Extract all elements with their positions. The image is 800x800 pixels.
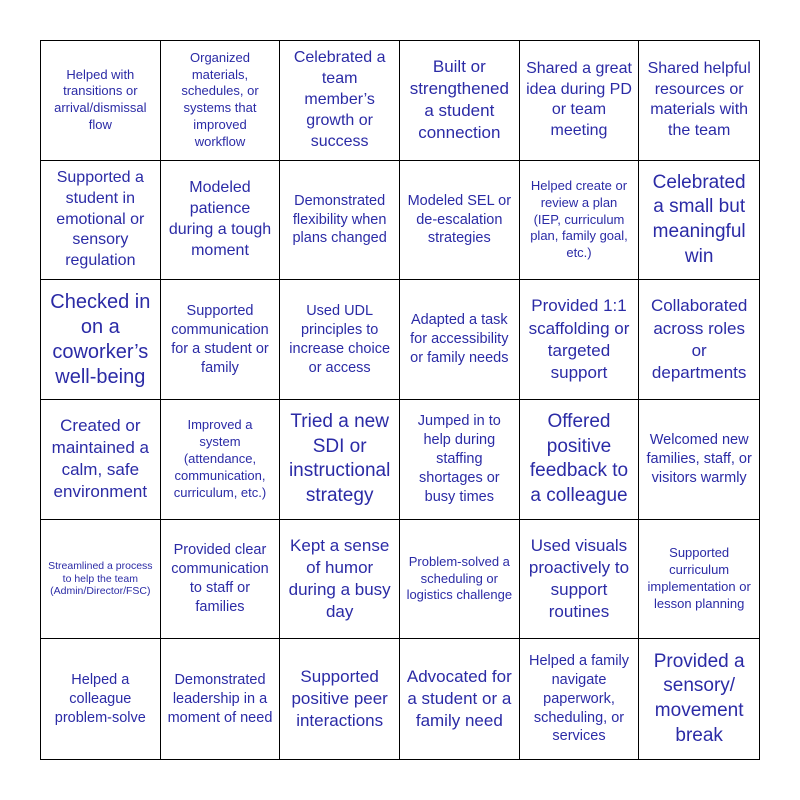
cell-text: Celebrated a small but meaningful win <box>652 171 746 267</box>
cell-text: Modeled patience during a tough moment <box>168 179 272 259</box>
cell-text: Supported curriculum implementation or lesson planning <box>647 545 751 611</box>
bingo-cell[interactable] <box>280 400 400 520</box>
cell-text: Helped create or review a plan (IEP, curriculum plan, family goal, etc.) <box>530 177 628 261</box>
bingo-cell[interactable] <box>639 280 759 400</box>
bingo-cell[interactable] <box>161 161 281 281</box>
bingo-cell[interactable] <box>161 41 281 161</box>
cell-text: Built or strengthened a student connection <box>409 57 509 143</box>
cell-text: Supported a student in emotional or sensory regulation <box>56 169 145 270</box>
bingo-cell[interactable] <box>639 161 759 281</box>
cell-text: Provided clear communication to staff or families <box>171 542 269 615</box>
bingo-cell[interactable] <box>520 639 640 759</box>
bingo-cell[interactable] <box>400 400 520 520</box>
bingo-cell[interactable] <box>280 520 400 640</box>
cell-text: Streamlined a process to help the team (Admin/Director/FSC) <box>48 559 153 598</box>
cell-text: Created or maintained a calm, safe environment <box>51 416 149 502</box>
cell-text: Used visuals proactively to support routines <box>528 535 630 622</box>
cell-text: Supported communication for a student or family <box>171 302 269 376</box>
bingo-cell[interactable] <box>520 41 640 161</box>
bingo-cell[interactable] <box>280 41 400 161</box>
cell-text: Helped with transitions or arrival/dismissal flow <box>54 66 147 133</box>
cell-text: Shared a great idea during PD or team meeting <box>526 59 632 140</box>
bingo-cell[interactable] <box>41 280 161 400</box>
bingo-cell[interactable] <box>400 41 520 161</box>
cell-text: Demonstrated flexibility when plans changed <box>292 192 387 247</box>
cell-text: Improved a system (attendance, communication, curriculum, etc.) <box>173 417 267 500</box>
bingo-cell[interactable] <box>400 639 520 759</box>
bingo-cell[interactable] <box>41 400 161 520</box>
cell-text: Provided a sensory/ movement break <box>653 650 745 746</box>
cell-text: Supported positive peer interactions <box>291 667 388 731</box>
bingo-cell[interactable] <box>639 400 759 520</box>
cell-text: Shared helpful resources or materials with the team <box>647 59 751 140</box>
cell-text: Celebrated a team member’s growth or success <box>293 49 386 150</box>
bingo-cell[interactable] <box>639 520 759 640</box>
bingo-cell[interactable] <box>400 161 520 281</box>
bingo-cell[interactable] <box>161 639 281 759</box>
bingo-cell[interactable] <box>161 400 281 520</box>
cell-text: Tried a new SDI or instructional strategy <box>288 410 391 506</box>
bingo-cell[interactable] <box>639 639 759 759</box>
cell-text: Helped a colleague problem-solve <box>54 671 146 726</box>
cell-text: Demonstrated leadership in a moment of need <box>167 671 273 726</box>
bingo-cell[interactable] <box>400 280 520 400</box>
bingo-cell[interactable] <box>161 520 281 640</box>
bingo-cell[interactable] <box>520 280 640 400</box>
bingo-cell[interactable] <box>639 41 759 161</box>
bingo-cell[interactable] <box>41 161 161 281</box>
cell-text: Problem-solved a scheduling or logistics challenge <box>406 553 513 603</box>
cell-text: Advocated for a student or a family need <box>406 667 512 731</box>
bingo-cell[interactable] <box>280 161 400 281</box>
bingo-cell[interactable] <box>41 520 161 640</box>
bingo-board <box>40 40 760 760</box>
cell-text: Checked in on a coworker’s well-being <box>50 290 151 388</box>
bingo-cell[interactable] <box>41 41 161 161</box>
bingo-cell[interactable] <box>400 520 520 640</box>
cell-text: Jumped in to help during staffing shortages or busy times <box>417 413 501 505</box>
bingo-cell[interactable] <box>520 161 640 281</box>
bingo-cell[interactable] <box>280 639 400 759</box>
cell-text: Modeled SEL or de-escalation strategies <box>407 192 512 247</box>
bingo-cell[interactable] <box>520 520 640 640</box>
cell-text: Offered positive feedback to a colleague <box>529 410 629 506</box>
bingo-cell[interactable] <box>520 400 640 520</box>
bingo-cell[interactable] <box>41 639 161 759</box>
cell-text: Organized materials, schedules, or systems that improved workflow <box>181 49 259 150</box>
cell-text: Provided 1:1 scaffolding or targeted support <box>528 296 630 382</box>
bingo-cell[interactable] <box>280 280 400 400</box>
cell-text: Collaborated across roles or departments <box>650 296 748 382</box>
cell-text: Helped a family navigate paperwork, scheduling, or services <box>529 653 629 745</box>
cell-text: Welcomed new families, staff, or visitors warmly <box>646 432 752 486</box>
cell-text: Adapted a task for accessibility or family needs <box>410 312 509 367</box>
cell-text: Used UDL principles to increase choice or access <box>289 302 391 376</box>
bingo-cell[interactable] <box>161 280 281 400</box>
cell-text: Kept a sense of humor during a busy day <box>288 535 391 622</box>
